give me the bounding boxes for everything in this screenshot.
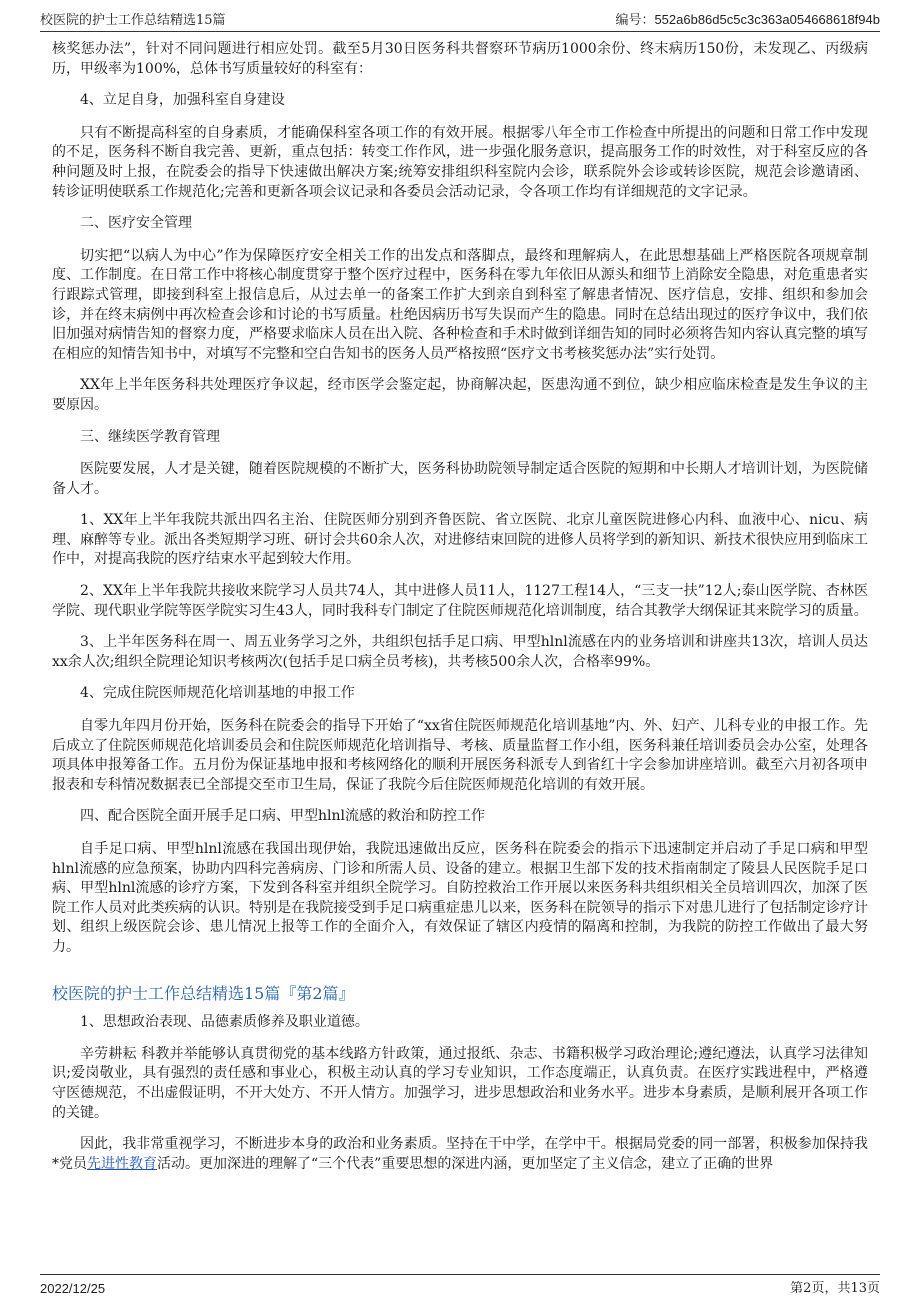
paragraph: 只有不断提高科室的自身素质，才能确保科室各项工作的有效开展。根据零八年全市工作检查中所提出的问题和日常工作中发现的不足，医务科不断自我完善、更新，重点包括：转变工作作风，进一步强化服务意识，提高服务工作的时效性，对于科室反应的各种问题及时上报，在院委会的指导下快速做出解决方案;统筹安排组织科室院内会诊，联系院外会诊或转诊医院，规范会诊邀请函、转诊证明使联系工作规范化;完善和更新各项会议记录和各委员会活动记录，令各项工作均有详细规范的文字记录。 (52, 124, 868, 200)
document-title: 校医院的护士工作总结精选15篇 (40, 13, 226, 28)
paragraph: 1、思想政治表现、品德素质修养及职业道德。 (80, 1014, 369, 1031)
paragraph: 1、XX年上半年我院共派出四名主治、住院医师分别到齐鲁医院、省立医院、北京儿童医院进修心内科、血液中心、nicu、病理、麻醉等专业。派出各类短期学习班、研讨会共60余人次，对进修结束回院的进修人员将学到的新知识、新技术很快应用到临床工作中，对提高我院的医疗结束水平起到较大作用。 (52, 512, 868, 568)
footer-date: 2022/12/25 (40, 1281, 106, 1296)
paragraph (52, 1135, 868, 1174)
paragraph: 医院要发展，人才是关键，随着医院规模的不断扩大，医务科协助院领导制定适合医院的短期和中长期人才培训计划，为医院储备人才。 (52, 461, 868, 497)
section-heading: 4、完成住院医师规范化培训基地的申报工作 (80, 685, 355, 702)
text-span: 因此，我非常重视学习，不断进步本身的政治和业务素质。坚持在干中学，在学中干。根据局党委的同一部署，积极参加保持我*党员 (52, 1136, 868, 1172)
page-header (40, 6, 880, 32)
document-code: 编号：552a6b86d5c5c3c363a054668618f94b (615, 12, 880, 27)
advanced-education-link[interactable]: 先进性教育 (87, 1155, 157, 1172)
document-body (52, 40, 868, 1262)
paragraph: 自手足口病、甲型hlnl流感在我国出现伊始，我院迅速做出反应，医务科在院委会的指示下迅速制定并启动了手足口病和甲型hlnl流感的应急预案，协助内四科完善病房、门诊和所需人员、设备的建立。根据卫生部下发的技术指南制定了陵县人民医院手足口病、甲型hlnl流感的诊疗方案，下发到各科室并组织全院学习。自防控救治工作开展以来医务科共组织相关全员培训四次，加深了医院工作人员对此类疾病的认识。特别是在我院接受到手足口病重症患儿以来，医务科在院领导的指示下对患儿进行了包括制定诊疗计划、组织上级医院会诊、患儿情况上报等工作的全面介入，有效保证了辖区内疫情的隔离和控制，为我院的防控工作做出了最大努力。 (52, 841, 868, 955)
paragraph: XX年上半年医务科共处理医疗争议起，经市医学会鉴定起，协商解决起，医患沟通不到位，缺少相应临床检查是发生争议的主要原因。 (52, 377, 868, 413)
section-heading: 四、配合医院全面开展手足口病、甲型hlnl流感的救治和防控工作 (80, 808, 485, 825)
section-heading: 二、医疗安全管理 (80, 215, 192, 232)
paragraph: 3、上半年医务科在周一、周五业务学习之外，共组织包括手足口病、甲型hlnl流感在内的业务培训和讲座共13次，培训人员达xx余人次;组织全院理论知识考核两次(包括手足口病全员考核)，共考核500余人次，合格率99%。 (52, 634, 868, 670)
page-number: 第2页，共13页 (790, 1281, 880, 1296)
text-span: 活动。更加深进的理解了“三个代表”重要思想的深进内涵，更加坚定了主义信念，建立了正确的世界 (157, 1155, 774, 1172)
paragraph: 自零九年四月份开始，医务科在院委会的指导下开始了“xx省住院医师规范化培训基地”内、外、妇产、儿科专业的申报工作。先后成立了住院医师规范化培训委员会和住院医师规范化培训指导、考核、质量监督工作小组，医务科兼任培训委员会办公室，处理各项具体申报筹备工作。五月份为保证基地申报和考核网络化的顺利开展医务科派专人到省红十字会参加讲座培训。截至六月初各项申报表和专科情况数据表已全部提交至市卫生局，保证了我院今后住院医师规范化培训的有效开展。 (52, 718, 868, 793)
section-heading: 三、继续医学教育管理 (80, 428, 220, 445)
paragraph: 2、XX年上半年我院共接收来院学习人员共74人，其中进修人员11人，1127工程14人，“三支一扶”12人;泰山医学院、杏林医学院、现代职业学院等医学院实习生43人，同时我科专门制定了住院医师规范化培训制度，结合其教学大纲保证其来院学习的质量。 (52, 583, 868, 619)
page-footer (40, 1274, 880, 1298)
paragraph: 切实把“以病人为中心”作为保障医疗安全相关工作的出发点和落脚点，最终和理解病人，在此思想基础上严格医院各项规章制度、工作制度。在日常工作中将核心制度贯穿于整个医疗过程中，医务科在零九年依旧从源头和细节上消除安全隐患，对危重患者实行跟踪式管理，即接到科室上报信息后，从过去单一的备案工作扩大到亲自到科室了解患者情况、医疗信息，安排、组织和参加会诊，并在终末病例中再次检查会诊和讨论的书写质量。杜绝因病历书写失误而产生的隐患。同时在总结出现过的医疗争议中，我们依旧加强对病情告知的督察力度，严格要求临床人员在出入院、各种检查和手术时做到详细告知的同时必须将告知内容认真完整的填写在相应的知情告知书中，对填写不完整和空白告知书的医务人员严格按照“医疗文书考核奖惩办法”实行处罚。 (52, 247, 868, 362)
article-title-link[interactable]: 校医院的护士工作总结精选15篇『第2篇』 (52, 983, 355, 1003)
paragraph: 辛劳耕耘 科教并举能够认真贯彻党的基本线路方针政策，通过报纸、杂志、书籍积极学习政治理论;遵纪遵法，认真学习法律知识;爱岗敬业，具有强烈的责任感和事业心，积极主动认真的学习专业知识，工作态度端正，认真负责。在医疗实践进程中，严格遵守医德规范，不出虚假证明，不开大处方、不开人情方。加强学习，进步思想政治和业务水平。进步本身素质，是顺利展开各项工作的关键。 (52, 1045, 868, 1121)
section-heading: 4、立足自身，加强科室自身建设 (80, 92, 285, 109)
paragraph: 核奖惩办法”，针对不同问题进行相应处罚。截至5月30日医务科共督察环节病历1000余份、终末病历150份，未发现乙、丙级病历，甲级率为100%，总体书写质量较好的科室有： (52, 41, 868, 77)
